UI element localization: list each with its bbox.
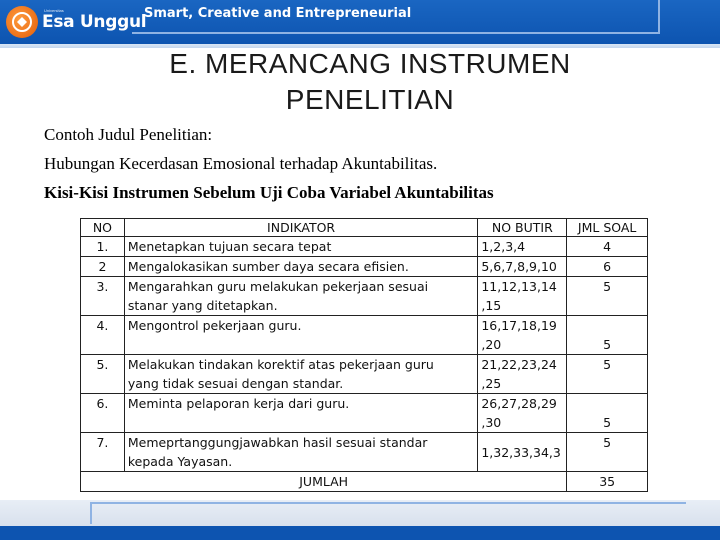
- cell-no: 3.: [81, 277, 125, 316]
- cell-jml-soal: 5: [567, 394, 648, 433]
- cell-jml-soal: 5: [567, 355, 648, 394]
- total-value: 35: [567, 472, 648, 492]
- cell-no-butir: 11,12,13,14 ,15: [478, 277, 567, 316]
- body-line-2: Hubungan Kecerdasan Emosional terhadap Akuntabilitas.: [44, 154, 438, 173]
- body-line-3: Kisi-Kisi Instrumen Sebelum Uji Coba Variabel Akuntabilitas: [44, 183, 494, 202]
- cell-indikator: Meminta pelaporan kerja dari guru.: [124, 394, 478, 433]
- university-logo[interactable]: [6, 6, 146, 38]
- cell-jml-soal: 6: [567, 257, 648, 277]
- cell-no: 4.: [81, 316, 125, 355]
- cell-no: 6.: [81, 394, 125, 433]
- table-row: [81, 355, 648, 394]
- cell-jml-soal: 5: [567, 433, 648, 472]
- cell-no-butir: 21,22,23,24 ,25: [478, 355, 567, 394]
- header-bar: [0, 0, 720, 44]
- cell-no: 5.: [81, 355, 125, 394]
- instrument-table: [80, 218, 648, 489]
- footer-bar: [0, 526, 720, 540]
- table-total-row: [81, 472, 648, 492]
- table-row: [81, 433, 648, 472]
- logo-text: Esa Unggul: [42, 12, 147, 32]
- slide-title-line1: E. MERANCANG INSTRUMEN: [169, 48, 571, 79]
- cell-no-butir: 16,17,18,19 ,20: [478, 316, 567, 355]
- table-row: [81, 237, 648, 257]
- cell-indikator: Mengontrol pekerjaan guru.: [124, 316, 478, 355]
- table-row: [81, 257, 648, 277]
- table-header-row: [81, 219, 648, 237]
- cell-no: 1.: [81, 237, 125, 257]
- total-label: JUMLAH: [81, 472, 567, 492]
- cell-no: 2: [81, 257, 125, 277]
- logo-small-text: Universitas: [44, 8, 64, 13]
- cell-indikator: Mengarahkan guru melakukan pekerjaan sesuai stanar yang ditetapkan.: [124, 277, 478, 316]
- table-row: [81, 316, 648, 355]
- cell-no-butir: 5,6,7,8,9,10: [478, 257, 567, 277]
- footer-frame: [90, 502, 686, 524]
- col-header-jml-soal: JML SOAL: [567, 219, 648, 237]
- cell-jml-soal: 5: [567, 316, 648, 355]
- cell-no-butir: 26,27,28,29 ,30: [478, 394, 567, 433]
- body-text: [44, 124, 684, 211]
- cell-indikator: Melakukan tindakan korektif atas pekerjaan guru yang tidak sesuai dengan standar.: [124, 355, 478, 394]
- cell-indikator: Mengalokasikan sumber daya secara efisien.: [124, 257, 478, 277]
- cell-jml-soal: 5: [567, 277, 648, 316]
- logo-emblem-icon: [6, 6, 38, 38]
- table-row: [81, 277, 648, 316]
- cell-no-butir: 1,2,3,4: [478, 237, 567, 257]
- table-row: [81, 394, 648, 433]
- body-line-1: Contoh Judul Penelitian:: [44, 125, 213, 144]
- slide-title-line2: PENELITIAN: [285, 84, 455, 115]
- col-header-no-butir: NO BUTIR: [478, 219, 567, 237]
- col-header-indikator: INDIKATOR: [124, 219, 478, 237]
- cell-jml-soal: 4: [567, 237, 648, 257]
- cell-indikator: Memeprtanggungjawabkan hasil sesuai standar kepada Yayasan.: [124, 433, 478, 472]
- cell-indikator: Menetapkan tujuan secara tepat: [124, 237, 478, 257]
- slide-title: [90, 46, 650, 118]
- cell-no: 7.: [81, 433, 125, 472]
- col-header-no: NO: [81, 219, 125, 237]
- cell-no-butir: 1,32,33,34,3: [478, 433, 567, 472]
- tagline: Smart, Creative and Entrepreneurial: [144, 6, 412, 21]
